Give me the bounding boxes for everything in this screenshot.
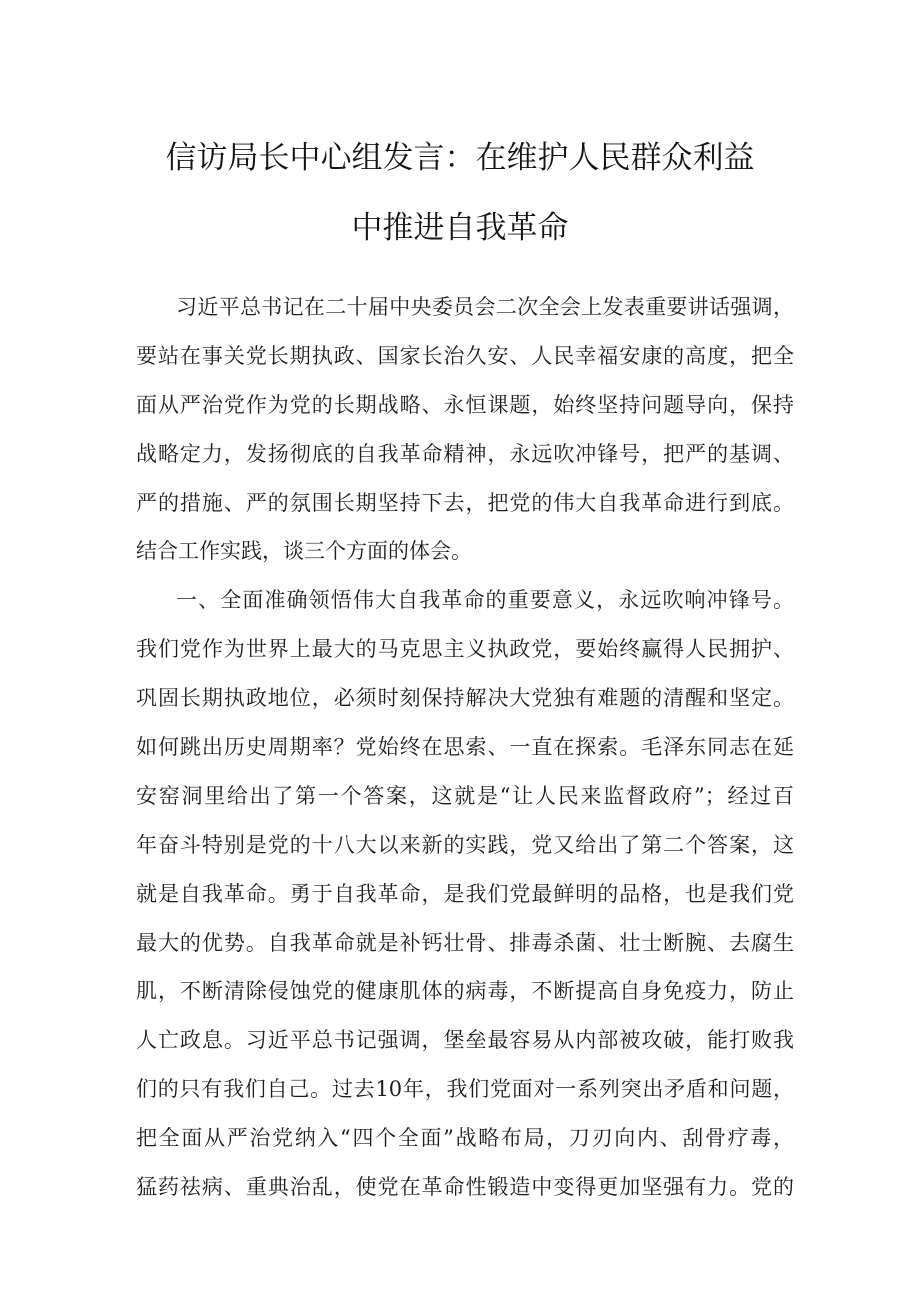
document-title-line-1: 信访局长中心组发言：在维护人民群众利益 (165, 140, 755, 176)
body-line: 一、全面准确领悟伟大自我革命的重要意义，永远吹响冲锋号。 (176, 588, 794, 613)
body-line: 把全面从严治党纳入“四个全面”战略布局，刀刃向内、刮骨疗毒， (136, 1126, 794, 1151)
body-line: 安窑洞里给出了第一个答案，这就是“让人民来监督政府”；经过百 (136, 783, 794, 808)
body-line: 面从严治党作为党的长期战略、永恒课题，始终坚持问题导向，保持 (136, 392, 794, 417)
body-line: 年奋斗特别是党的十八大以来新的实践，党又给出了第二个答案，这 (136, 832, 794, 857)
body-line: 就是自我革命。勇于自我革命，是我们党最鲜明的品格，也是我们党 (136, 881, 794, 906)
document-body (136, 283, 794, 1212)
body-line: 战略定力，发扬彻底的自我革命精神，永远吹冲锋号，把严的基调、 (136, 441, 794, 466)
body-line: 人亡政息。习近平总书记强调，堡垒最容易从内部被攻破，能打败我 (136, 1028, 794, 1053)
body-line: 最大的优势。自我革命就是补钙壮骨、排毒杀菌、壮士断腕、去腐生 (136, 930, 794, 955)
body-line: 巩固长期执政地位，必须时刻保持解决大党独有难题的清醒和坚定。 (136, 686, 794, 711)
body-line: 习近平总书记在二十届中央委员会二次全会上发表重要讲话强调， (176, 295, 794, 319)
body-line: 严的措施、严的氛围长期坚持下去，把党的伟大自我革命进行到底。 (136, 490, 794, 515)
body-line: 猛药祛病、重典治乱，使党在革命性锻造中变得更加坚强有力。党的 (136, 1175, 794, 1200)
body-line: 要站在事关党长期执政、国家长治久安、人民幸福安康的高度，把全 (136, 343, 794, 368)
body-line: 我们党作为世界上最大的马克思主义执政党，要始终赢得人民拥护、 (136, 637, 794, 662)
body-line: 如何跳出历史周期率？党始终在思索、一直在探索。毛泽东同志在延 (136, 735, 794, 760)
body-line: 肌，不断清除侵蚀党的健康肌体的病毒，不断提高自身免疫力，防止 (136, 979, 794, 1004)
body-line: 们的只有我们自己。过去10年，我们党面对一系列突出矛盾和问题， (136, 1077, 794, 1102)
body-line: 结合工作实践，谈三个方面的体会。 (136, 539, 472, 564)
document-title-line-2: 中推进自我革命 (351, 210, 569, 246)
